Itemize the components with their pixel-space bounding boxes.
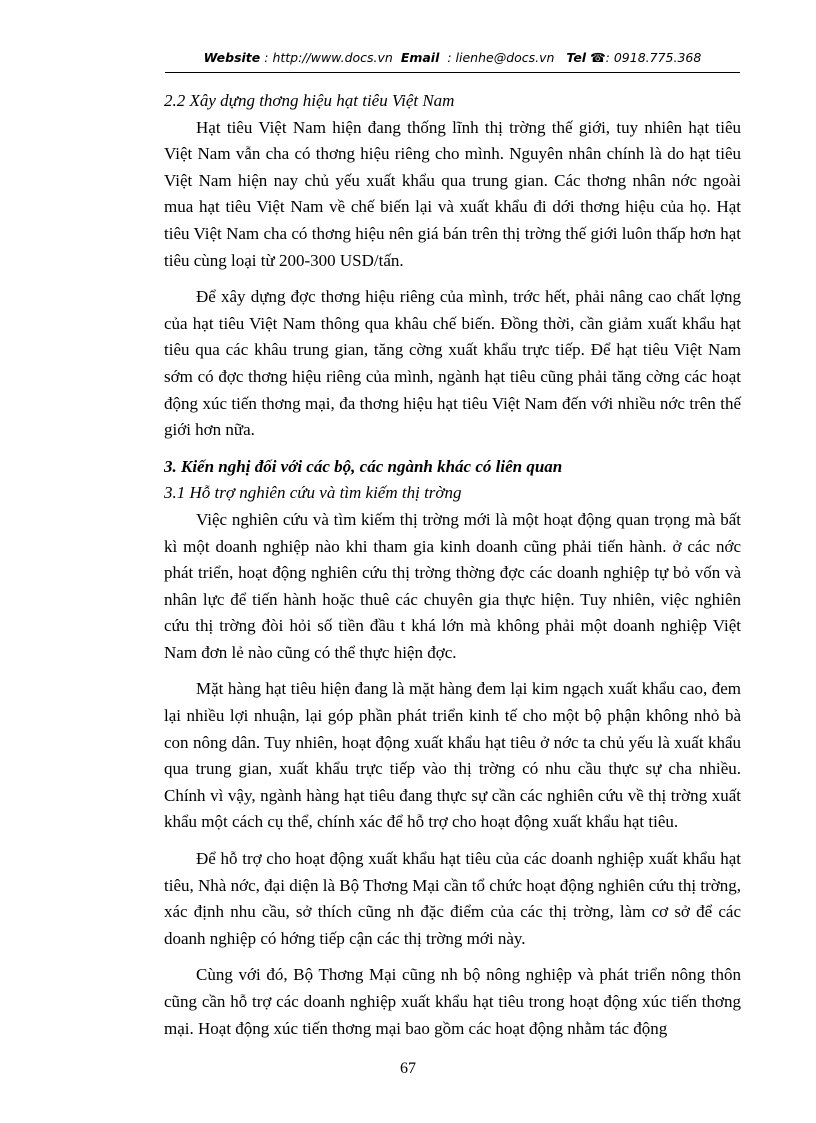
document-body [164, 88, 741, 1042]
paragraph: Cùng với đó, Bộ Thơng Mại cũng nh bộ nông nghiệp và phát triển nông thôn cũng cần hỗ trợ các doanh nghiệp xuất khẩu hạt tiêu trong hoạt động xúc tiến thơng mại. Hoạt động xúc tiến thơng mại bao gồm các hoạt động nhằm tác động [164, 965, 741, 1038]
paragraph: Việc nghiên cứu và tìm kiếm thị trờng mới là một hoạt động quan trọng mà bất kì một doanh nghiệp nào khi tham gia kinh doanh cũng phải tiến hành. ở các nớc phát triển, hoạt động nghiên cứu thị trờng thờng đợc các doanh nghiệp tự bỏ vốn và nhân lực để tiến hành hoặc thuê các chuyên gia thực hiện. Tuy nhiên, việc nghiên cứu thị trờng đòi hỏi số tiền đầu t khá lớn mà không phải một doanh nghiệp Việt Nam đơn lẻ nào cũng có thể thực hiện đợc. [164, 509, 741, 662]
tel-label: Tel [566, 50, 587, 65]
paragraph: Để xây dựng đợc thơng hiệu riêng của mình, trớc hết, phải nâng cao chất lợng của hạt tiêu Việt Nam thông qua khâu chế biến. Đồng thời, cần giảm xuất khẩu hạt tiêu qua các khâu trung gian, tăng cờng xuất khẩu trực tiếp. Để hạt tiêu Việt Nam sớm có đợc thơng hiệu riêng của mình, ngành hạt tiêu cũng phải tăng cờng các hoạt động xúc tiến thơng mại, đa thơng hiệu hạt tiêu Việt Nam đến với nhiều nớc trên thế giới hơn nữa. [164, 287, 741, 440]
website-link[interactable]: http://www.docs.vn [272, 50, 393, 65]
header-divider [165, 72, 740, 73]
website-label: Website [203, 50, 261, 65]
page-header: Website : http://www.docs.vn Email : lienhe@docs.vn Tel ☎: 0918.775.368 [203, 50, 702, 65]
paragraph: Hạt tiêu Việt Nam hiện đang thống lĩnh thị trờng thế giới, tuy nhiên hạt tiêu Việt Nam vẫn cha có thơng hiệu riêng cho mình. Nguyên nhân chính là do hạt tiêu Việt Nam hiện nay chủ yếu xuất khẩu qua trung gian. Các thơng nhân nớc ngoài mua hạt tiêu Việt Nam về chế biến lại và xuất khẩu đi dới thơng hiệu của họ. Hạt tiêu Việt Nam cha có thơng hiệu nên giá bán trên thị trờng thế giới luôn thấp hơn hạt tiêu cùng loại từ 200-300 USD/tấn. [164, 117, 741, 270]
section-2-2-heading: 2.2 Xây dựng thơng hiệu hạt tiêu Việt Nam [164, 91, 455, 110]
section-3-1-heading: 3.1 Hỗ trợ nghiên cứu và tìm kiếm thị trờng [164, 483, 462, 503]
email-label: Email [400, 50, 440, 65]
paragraph: Mặt hàng hạt tiêu hiện đang là mặt hàng đem lại kim ngạch xuất khẩu cao, đem lại nhiều lợi nhuận, lại góp phần phát triển kinh tế cho một bộ phận không nhỏ bà con nông dân. Tuy nhiên, hoạt động xuất khẩu hạt tiêu ở nớc ta chủ yếu là xuất khẩu qua trung gian, xuất khẩu trực tiếp vào thị trờng có nhu cầu thực sự cha nhiều. Chính vì vậy, ngành hàng hạt tiêu đang thực sự cần các nghiên cứu về thị trờng xuất khẩu một cách cụ thể, chính xác để hỗ trợ cho hoạt động xuất khẩu hạt tiêu. [164, 679, 741, 832]
paragraph: Để hỗ trợ cho hoạt động xuất khẩu hạt tiêu của các doanh nghiệp xuất khẩu hạt tiêu, Nhà nớc, đại diện là Bộ Thơng Mại cần tổ chức hoạt động nghiên cứu thị trờng, xác định nhu cầu, sở thích cũng nh đặc điểm của các thị trờng, làm cơ sở để các doanh nghiệp có hớng tiếp cận các thị trờng mới này. [164, 849, 741, 948]
phone-icon: ☎ [590, 50, 606, 65]
section-3-heading: 3. Kiến nghị đối với các bộ, các ngành khác có liên quan [164, 456, 563, 476]
page-number: 67 [400, 1060, 416, 1077]
email-link[interactable]: lienhe@docs.vn [455, 50, 555, 65]
tel-value: 0918.775.368 [613, 50, 702, 65]
